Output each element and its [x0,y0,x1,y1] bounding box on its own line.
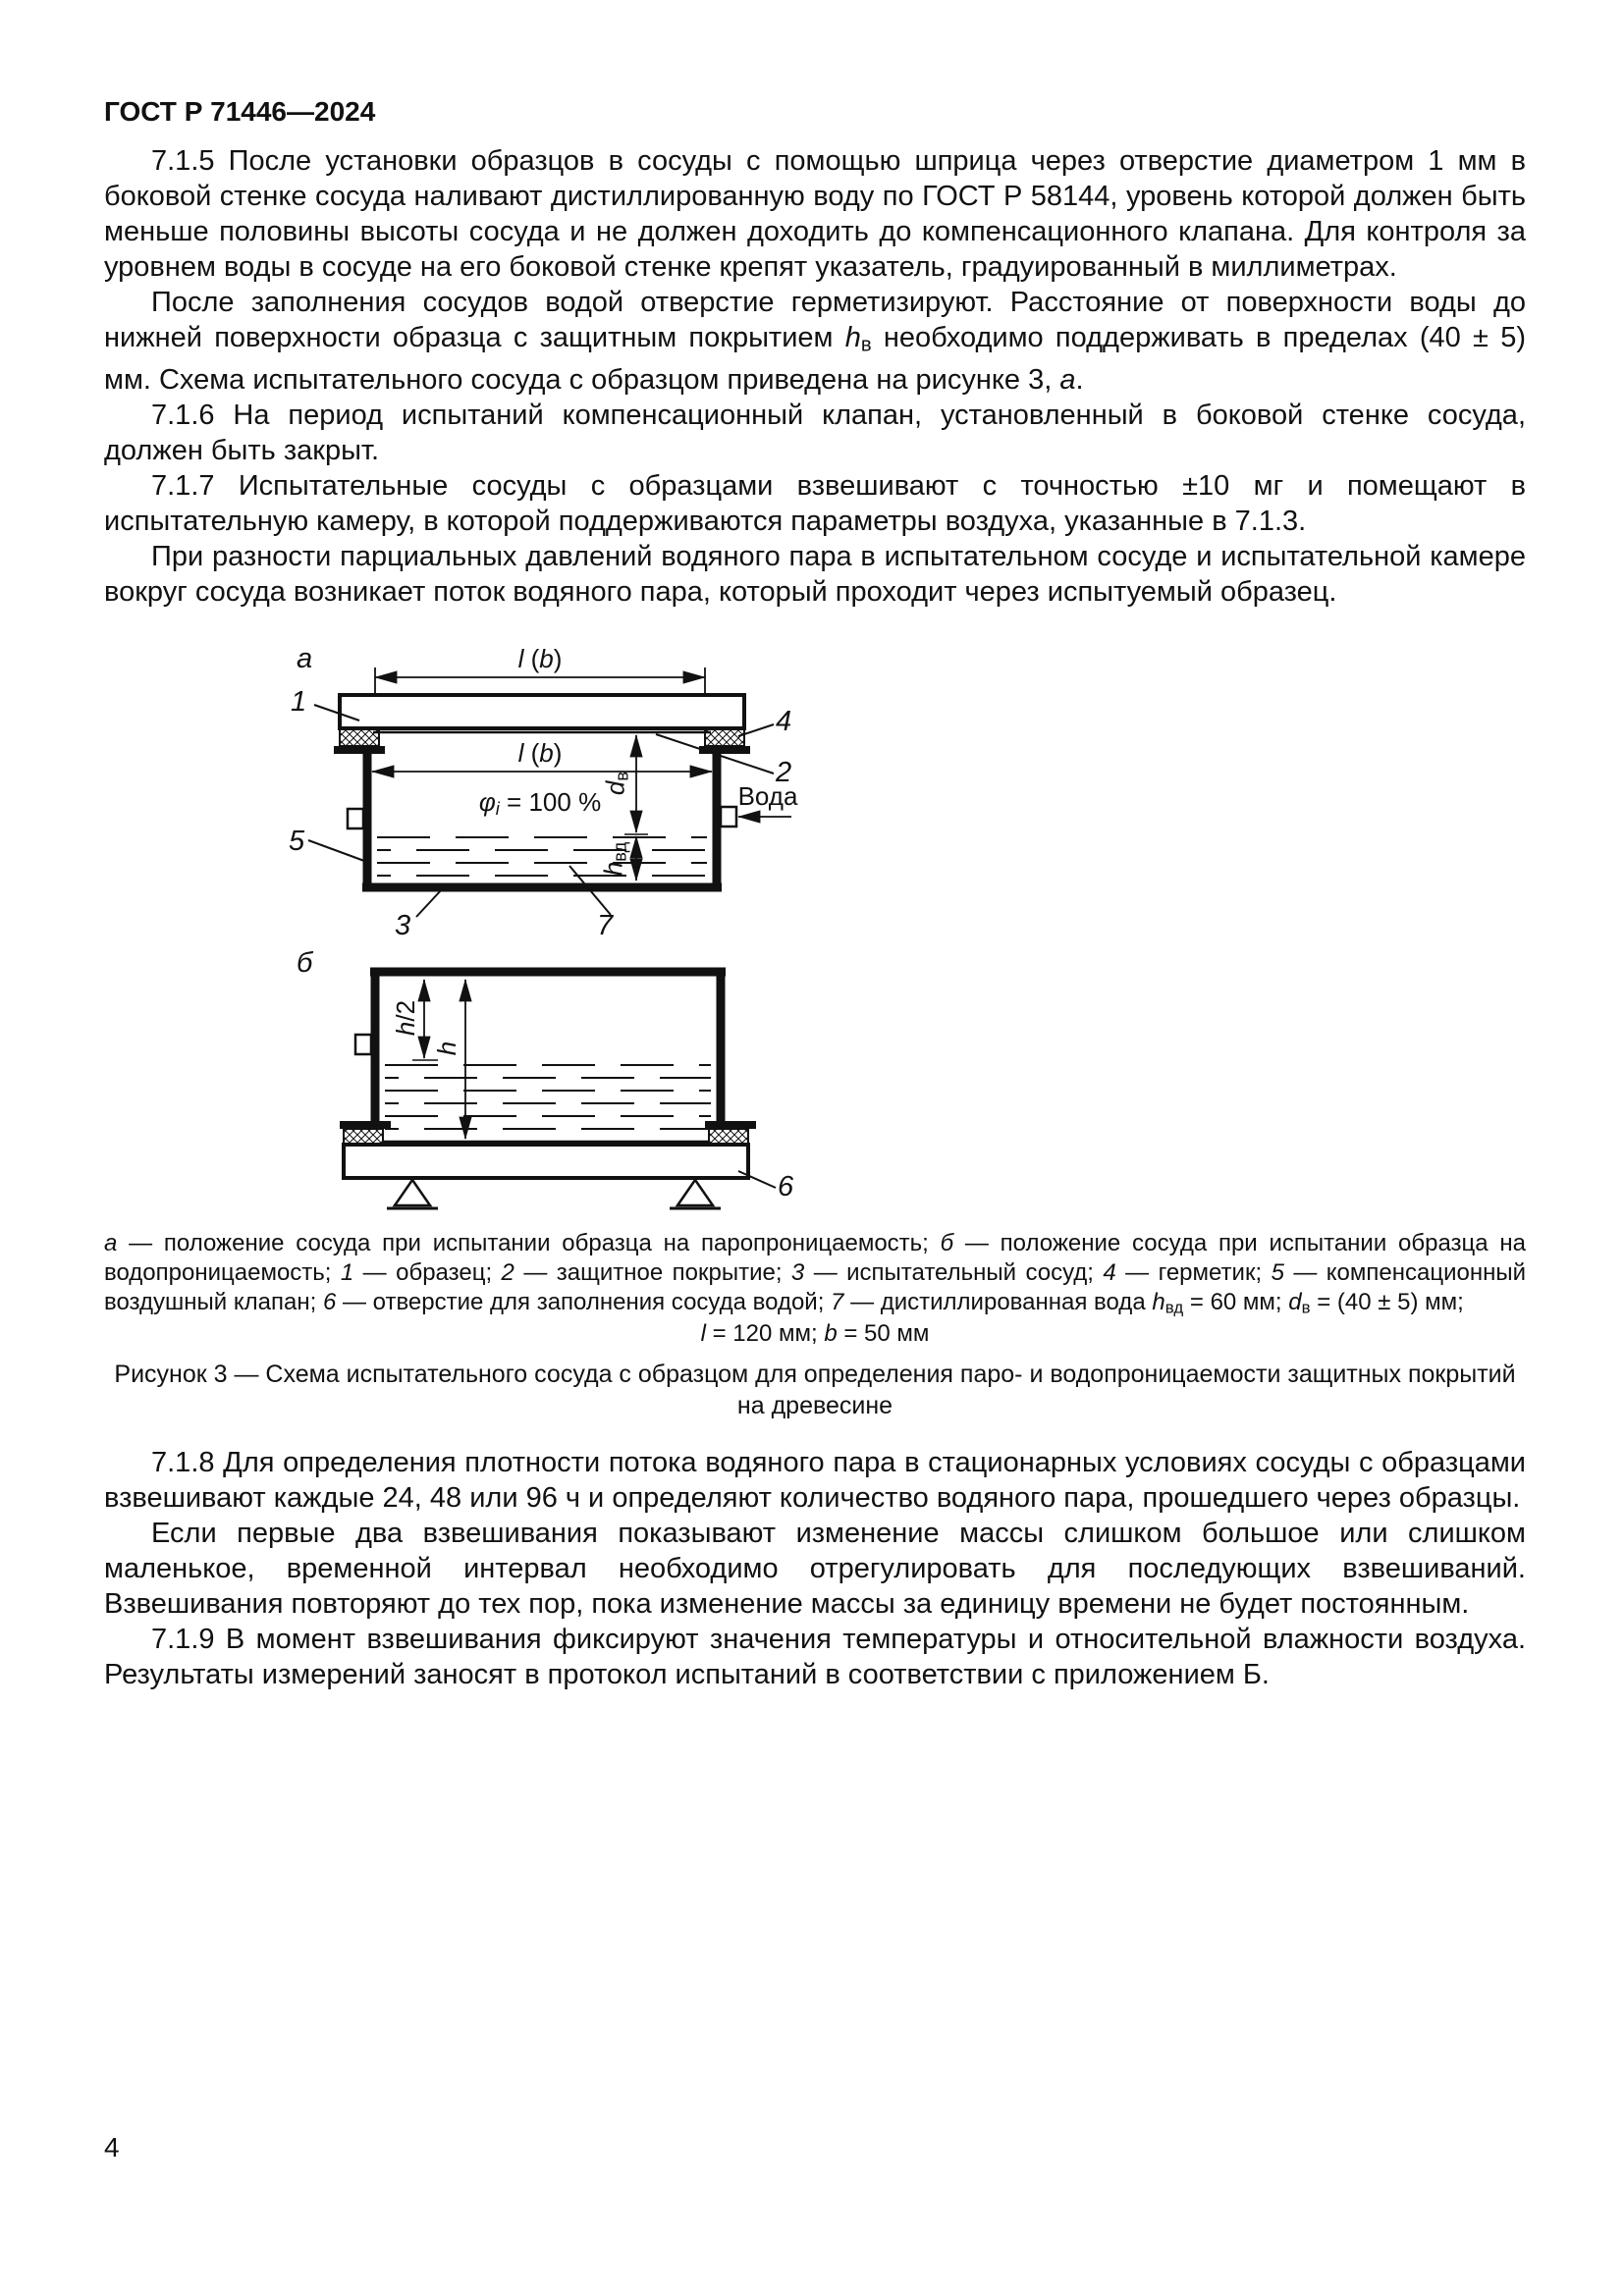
dim-label-h2: h/2 [391,999,420,1037]
figure-3 [0,644,1624,1218]
humidity-label: φi = 100 % [478,787,602,819]
view-a-label: а [297,643,313,674]
figure-caption-dimensions: l = 120 мм; b = 50 мм [700,1320,930,1347]
sealant-left-b [344,1129,383,1145]
paragraph-adjust: Если первые два взвешивания показывают изменение массы слишком большое или слишком маленькое, временной интервал необходимо отрегулировать для последующих взвешиваний. Взвешивания повторяют до тех пор, пока изменение массы за единицу времени не будет постоянным. [104,1518,1526,1620]
distilled-water-a [377,837,707,876]
water-inlet-port [721,807,736,827]
dim-label-lb-top: l (b) [517,644,563,673]
paragraph-7-1-6: 7.1.6 На период испытаний компенсационный клапан, установленный в боковой стенке сосуда, должен быть закрыт. [104,400,1526,467]
body-text-block-1 [104,143,1526,610]
dim-label-hvd: hвд [598,841,630,877]
callout-4: 4 [776,706,792,737]
callout-3: 3 [395,910,411,941]
document-header: ГОСТ Р 71446—2024 [104,96,376,127]
callout-7: 7 [597,910,614,941]
water-label: Вода [737,781,798,811]
figure-3-diagram [0,644,1624,1218]
view-b-label: б [297,947,313,979]
compensation-valve-a [348,809,363,828]
page-number: 4 [104,2132,120,2163]
sealant-left-a [340,728,379,746]
callout-6: 6 [778,1171,794,1202]
body-text-block-2 [104,1445,1526,1692]
compensation-valve-b [355,1035,371,1054]
specimen-plate-b [344,1145,748,1178]
paragraph-7-1-7: 7.1.7 Испытательные сосуды с образцами взвешивают с точностью ±10 мг и помещают в испытательную камеру, в которой поддерживаются параметры воздуха, указанные в 7.1.3. [104,470,1526,538]
paragraph-flow: При разности парциальных давлений водяного пара в испытательном сосуде и испытательной камере вокруг сосуда возникает поток водяного пара, который проходит через испытуемый образец. [104,541,1526,609]
callout-1: 1 [291,686,307,718]
paragraph-7-1-5: 7.1.5 После установки образцов в сосуды с помощью шприца через отверстие диаметром 1 мм в боковой стенке сосуда наливают дистиллированную воду по ГОСТ Р 58144, уровень которой должен быть меньше половины высоты сосуда и не должен доходить до компенсационного клапана. Для контроля за уровнем воды в сосуде на его боковой стенке крепят указатель, градуированный в миллиметрах. [104,145,1526,283]
paragraph-fill: После заполнения сосудов водой отверстие герметизируют. Расстояние от поверхности воды до нижней поверхности образца с защитным покрытием hв необходимо поддерживать в пределах (40 ± 5) мм. Схема испытательного сосуда с образцом приведена на рисунке 3, а. [104,287,1527,397]
distilled-water-b [385,1065,711,1129]
dim-label-h: h [432,1041,461,1056]
paragraph-7-1-9: 7.1.9 В момент взвешивания фиксируют значения температуры и относительной влажности воздуха. Результаты измерений заносят в протокол испытаний в соответствии с приложением Б. [104,1624,1526,1690]
callout-2: 2 [776,757,792,788]
figure-caption: а — положение сосуда при испытании образца на паропроницаемость; б — положение сосуда при испытании образца на водопроницаемость; 1 — образец; 2 — защитное покрытие; 3 — испытательный сосуд; 4 — герметик; 5 — компенсационный воздушный клапан; 6 — отверстие для заполнения сосуда водой; 7 — дистиллированная вода hвд = 60 мм; dв = (40 ± 5) мм; [104,1230,1527,1317]
sealant-right-b [709,1129,748,1145]
sealant-right-a [705,728,744,746]
dim-label-dv: dв [600,771,632,796]
paragraph-7-1-8: 7.1.8 Для определения плотности потока водяного пара в стационарных условиях сосуды с образцами взвешивают каждые 24, 48 или 96 ч и определяют количество водяного пара, прошедшего через образцы. [104,1447,1526,1514]
dim-label-lb-inner: l (b) [517,738,563,768]
callout-5: 5 [289,826,305,857]
specimen-plate-a [340,695,744,728]
test-vessel-b [340,968,756,1125]
figure-title: Рисунок 3 — Схема испытательного сосуда с образцом для определения паро- и водопроницаемости защитных покрытий на древесине [114,1361,1516,1419]
support-stands [387,1180,721,1208]
